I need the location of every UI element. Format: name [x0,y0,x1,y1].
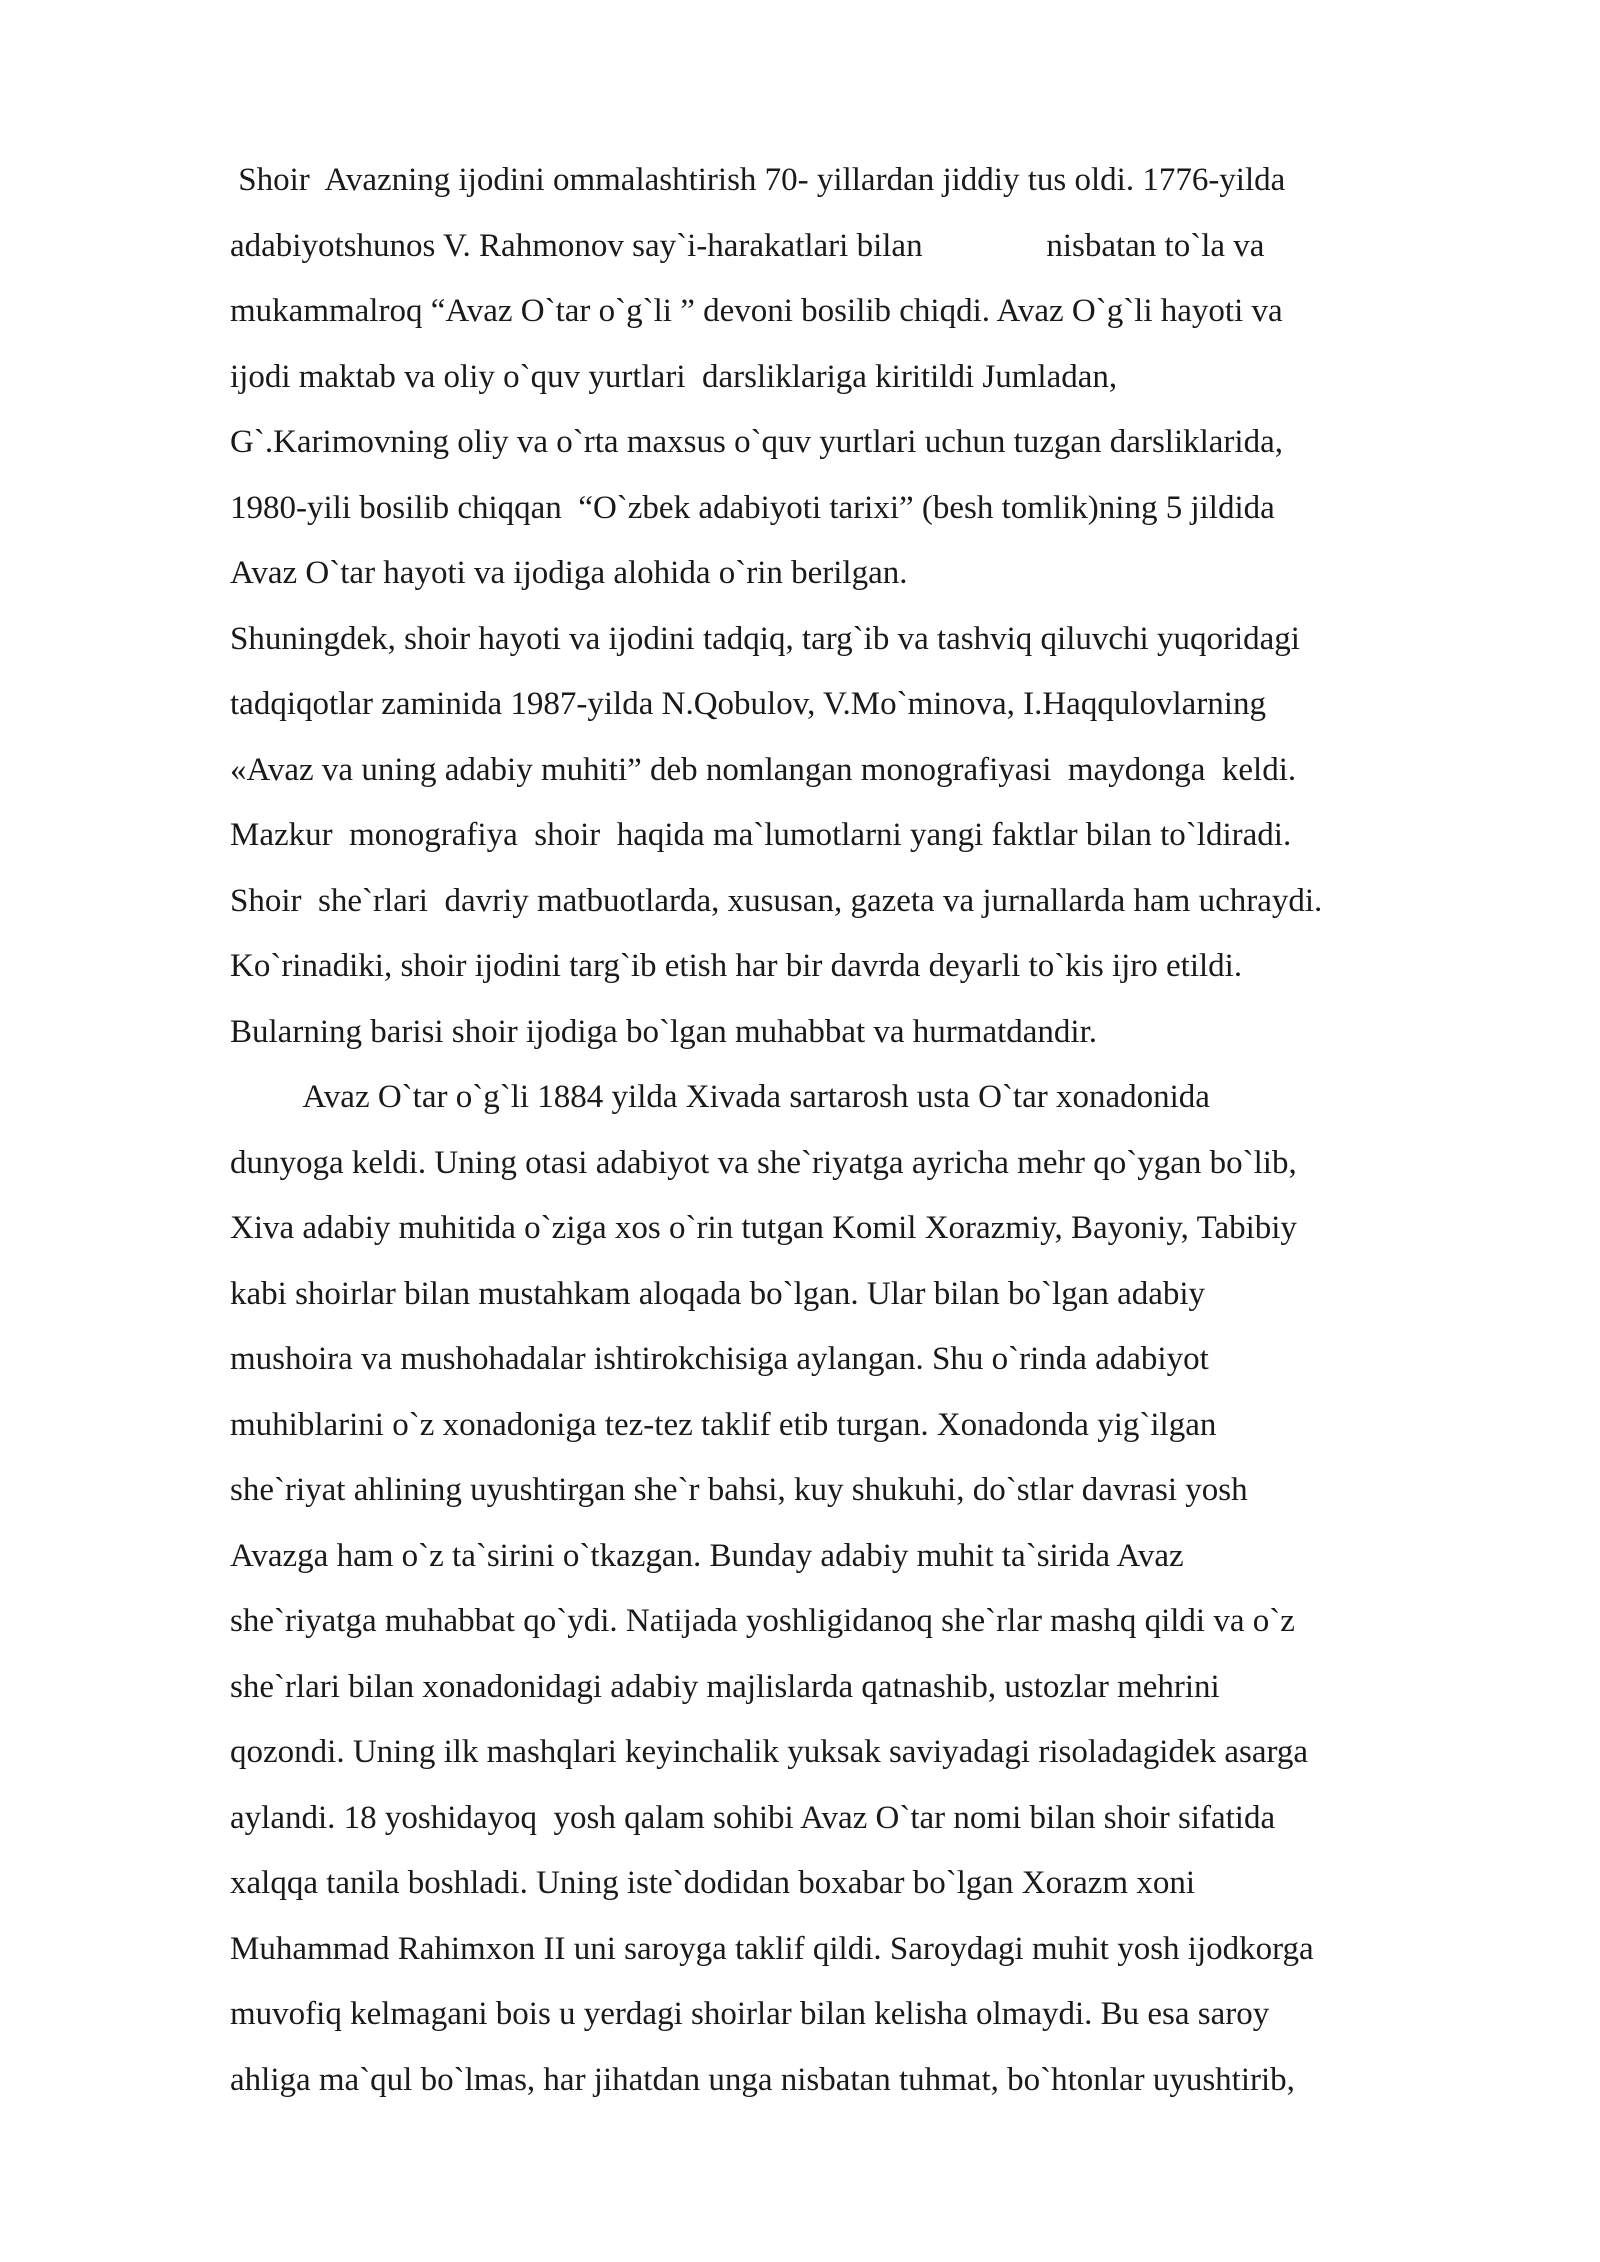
text-line: adabiyotshunos V. Rahmonov say`i-harakatlari bilan nisbatan to`la va [230,227,1265,264]
text-line: tadqiqotlar zaminida 1987-yilda N.Qobulov, V.Mo`minova, I.Haqqulovlarning [230,686,1266,722]
text-line: she`riyatga muhabbat qo`ydi. Natijada yoshligidanoq she`rlar mashq qildi va o`z [230,1603,1295,1639]
text-line: she`rlari bilan xonadonidagi adabiy majlislarda qatnashib, ustozlar mehrini [230,1668,1220,1705]
text-line: G`.Karimovning oliy va o`rta maxsus o`quv yurtlari uchun tuzgan darsliklarida, [230,424,1283,460]
text-line: muhiblarini o`z xonadoniga tez-tez taklif etib turgan. Xonadonda yig`ilgan [230,1406,1217,1443]
text-line: Xiva adabiy muhitida o`ziga xos o`rin tutgan Komil Xorazmiy, Bayoniy, Tabibiy [230,1210,1297,1246]
text-line: she`riyat ahlining uyushtirgan she`r bahsi, kuy shukuhi, do`stlar davrasi yosh [230,1472,1248,1508]
document-body [230,148,1530,2113]
text-line: muvofiq kelmagani bois u yerdagi shoirlar bilan kelisha olmaydi. Bu esa saroy [230,1996,1270,2032]
text-line: dunyoga keldi. Uning otasi adabiyot va she`riyatga ayricha mehr qo`ygan bo`lib, [230,1144,1297,1181]
text-line: Shoir Avazning ijodini ommalashtirish 70- yillardan jiddiy tus oldi. 1776-yilda [230,162,1286,198]
text-line: «Avaz va uning adabiy muhiti” deb nomlangan monografiyasi maydonga keldi. [230,751,1297,788]
text-line: Muhammad Rahimxon II uni saroyga taklif qildi. Saroydagi muhit yosh ijodkorga [230,1930,1314,1967]
text-line: Avaz O`tar hayoti va ijodiga alohida o`rin berilgan. [230,555,908,591]
text-line: xalqqa tanila boshladi. Uning iste`dodidan boxabar bo`lgan Xorazm xoni [230,1865,1196,1901]
text-line: mushoira va mushohadalar ishtirokchisiga aylangan. Shu o`rinda adabiyot [230,1341,1209,1377]
text-line: aylandi. 18 yoshidayoq yosh qalam sohibi Avaz O`tar nomi bilan shoir sifatida [230,1799,1276,1836]
text-line: Avazga ham o`z ta`sirini o`tkazgan. Bunday adabiy muhit ta`sirida Avaz [230,1537,1184,1574]
text-line: ahliga ma`qul bo`lmas, har jihatdan unga nisbatan tuhmat, bo`htonlar uyushtirib, [230,2061,1295,2098]
text-line: Ko`rinadiki, shoir ijodini targ`ib etish har bir davrda deyarli to`kis ijro etildi. [230,948,1243,984]
text-line: kabi shoirlar bilan mustahkam aloqada bo`lgan. Ular bilan bo`lgan adabiy [230,1275,1206,1312]
text-line: Shoir she`rlari davriy matbuotlarda, xususan, gazeta va jurnallarda ham uchraydi. [230,882,1323,919]
text-line: ijodi maktab va oliy o`quv yurtlari darsliklariga kiritildi Jumladan, [230,358,1118,395]
text-line: qozondi. Uning ilk mashqlari keyinchalik yuksak saviyadagi risoladagidek asarga [230,1734,1309,1770]
text-line: Mazkur monografiya shoir haqida ma`lumotlarni yangi faktlar bilan to`ldiradi. [230,817,1292,853]
text-line: Shuningdek, shoir hayoti va ijodini tadqiq, targ`ib va tashviq qiluvchi yuqoridagi [230,620,1300,657]
text-line: Bularning barisi shoir ijodiga bo`lgan muhabbat va hurmatdandir. [230,1013,1097,1050]
text-line: 1980-yili bosilib chiqqan “O`zbek adabiyoti tarixi” (besh tomlik)ning 5 jildida [230,489,1275,526]
text-line: Avaz O`tar o`g`li 1884 yilda Xivada sartarosh usta O`tar xonadonida [230,1079,1210,1115]
text-line: mukammalroq “Avaz O`tar o`g`li ” devoni bosilib chiqdi. Avaz O`g`li hayoti va [230,293,1283,329]
